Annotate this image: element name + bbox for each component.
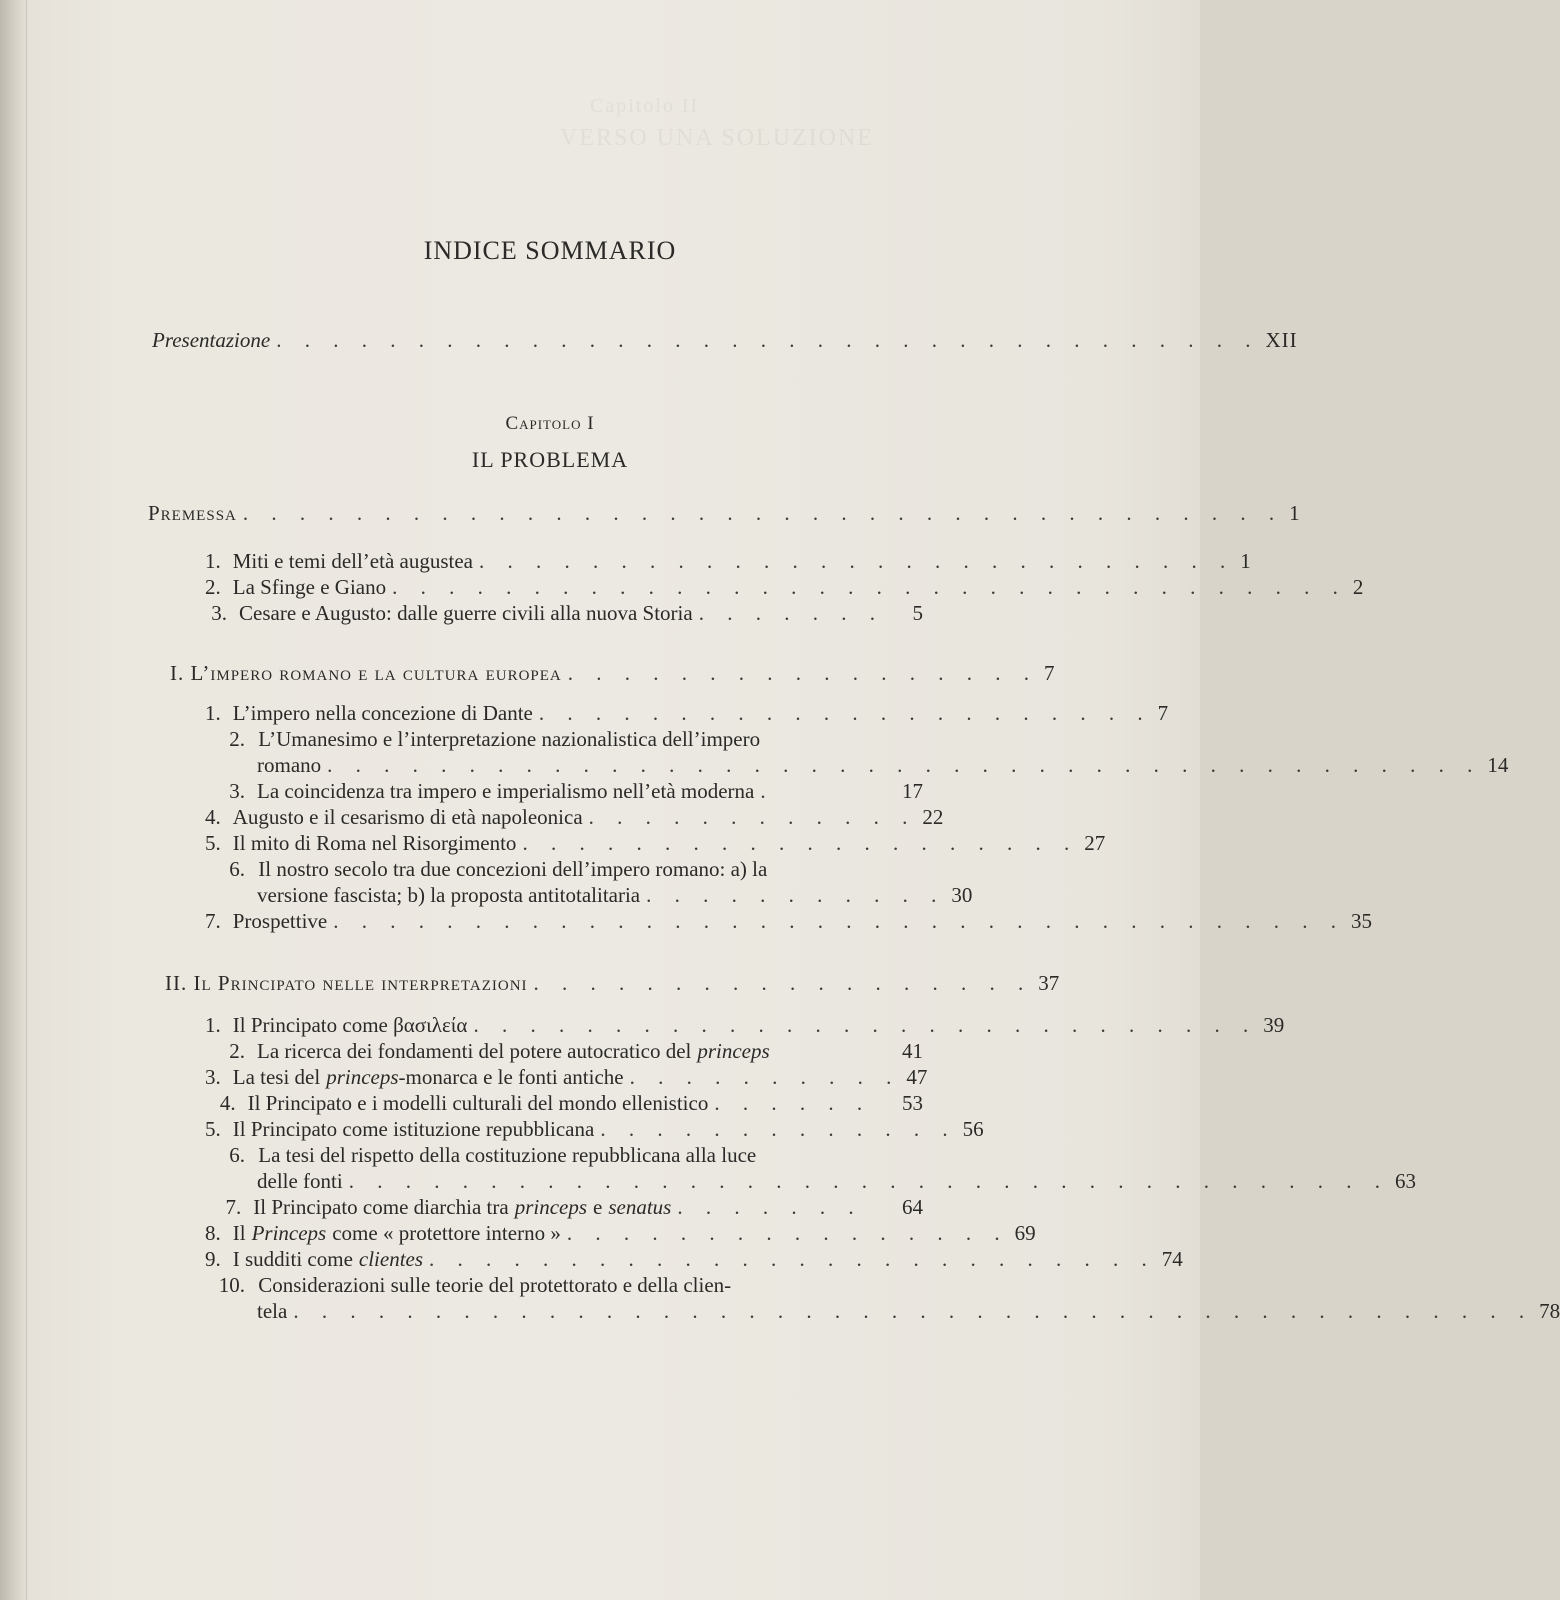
leader-dots: . . . . . . . . . . . . . . . . . . . . . . . . . . . . . . . . . . . . .	[242, 501, 1284, 525]
toc-subentry: versione fascista; b) la proposta antitotalitaria . . . . . . . . . . . 30	[257, 883, 973, 907]
leader-dots: . . . . . . . . . . . . . . . . . . . . . . . . . . . . . . . . . . .	[276, 328, 1260, 352]
toc-subentry: 2. La Sfinge e Giano . . . . . . . . . . . . . . . . . . . . . . . . . . . . . . . . . . 2	[205, 575, 1364, 599]
toc-entry-premessa	[148, 500, 1300, 526]
page-title: INDICE SOMMARIO	[423, 236, 677, 265]
entry-page: 1	[1289, 501, 1300, 525]
toc-subentry: 5. Il Principato come istituzione repubblicana . . . . . . . . . . . . . 56	[205, 1117, 984, 1141]
toc-subentry: 5. Il mito di Roma nel Risorgimento . . . . . . . . . . . . . . . . . . . . 27	[205, 831, 1106, 855]
entry-title: Presentazione	[152, 328, 271, 352]
toc-subentry: romano . . . . . . . . . . . . . . . . . . . . . . . . . . . . . . . . . . . . . . . . . 14	[257, 753, 1509, 777]
toc-subentry-line: 6. Il nostro secolo tra due concezioni dell’impero romano: a) la	[229, 857, 768, 881]
toc-subentry: 9. I sudditi come clientes . . . . . . . . . . . . . . . . . . . . . . . . . . 74	[205, 1247, 1183, 1271]
toc-section-2: II. Il Principato nelle interpretazioni . . . . . . . . . . . . . . . . . . 37	[165, 971, 1060, 995]
entry-page: XII	[1265, 328, 1298, 352]
toc-subentry: 4. Augusto e il cesarismo di età napoleonica . . . . . . . . . . . . 22	[205, 805, 944, 829]
toc-subentry-line: 2. L’Umanesimo e l’interpretazione nazionalistica dell’impero	[229, 727, 761, 751]
chapter-title: IL PROBLEMA	[471, 447, 629, 472]
entry-title: Premessa	[148, 501, 237, 525]
section-title: II. Il Principato nelle interpretazioni	[165, 971, 528, 995]
toc-subentry: 3. La coincidenza tra impero e imperialismo nell’età moderna . 17	[229, 779, 923, 803]
toc-subentry: 7. Il Principato come diarchia tra princeps e senatus . . . . . . . 64	[225, 1195, 923, 1219]
chapter-label: Capitolo I	[505, 413, 595, 434]
toc-subentry-line: 6. La tesi del rispetto della costituzione repubblicana alla luce	[229, 1143, 757, 1167]
section-title: I. L’impero romano e la cultura europea	[170, 661, 562, 685]
toc-subentry: 1. L’impero nella concezione di Dante . . . . . . . . . . . . . . . . . . . . . . 7	[205, 701, 1169, 725]
toc-subentry: 1. Miti e temi dell’età augustea . . . . . . . . . . . . . . . . . . . . . . . . . . . 1	[205, 549, 1251, 573]
toc-section-1: I. L’impero romano e la cultura europea . . . . . . . . . . . . . . . . . 7	[170, 661, 1055, 685]
toc-subentry: 1. Il Principato come βασιλεία . . . . . . . . . . . . . . . . . . . . . . . . . . . . 39	[205, 1013, 1285, 1037]
toc-subentry: delle fonti . . . . . . . . . . . . . . . . . . . . . . . . . . . . . . . . . . . . . 63	[257, 1169, 1416, 1193]
toc-subentry-line: 10. Considerazioni sulle teorie del protettorato e della clien-	[218, 1273, 732, 1297]
toc-subentry: tela . . . . . . . . . . . . . . . . . . . . . . . . . . . . . . . . . . . . . . . . . . . . 78	[257, 1299, 1560, 1323]
toc-subentry: 3. La tesi del princeps -monarca e le fonti antiche . . . . . . . . . . 47	[205, 1065, 928, 1089]
toc-entry-presentazione	[152, 327, 1298, 353]
toc-subentry: 8. Il Princeps come « protettore interno » . . . . . . . . . . . . . . . . 69	[205, 1221, 1036, 1245]
show-through: VERSO UNA SOLUZIONE	[560, 125, 874, 151]
show-through: Capitolo II	[590, 95, 700, 117]
toc-subentry: 3. Cesare e Augusto: dalle guerre civili alla nuova Storia . . . . . . . 5	[211, 601, 923, 625]
toc-subentry: 2. La ricerca dei fondamenti del potere autocratico del princeps 41	[229, 1039, 923, 1063]
toc-subentry: 4. Il Principato e i modelli culturali del mondo ellenistico . . . . . . 53	[219, 1091, 923, 1115]
toc-subentry: 7. Prospettive . . . . . . . . . . . . . . . . . . . . . . . . . . . . . . . . . . . . 35	[205, 909, 1372, 933]
